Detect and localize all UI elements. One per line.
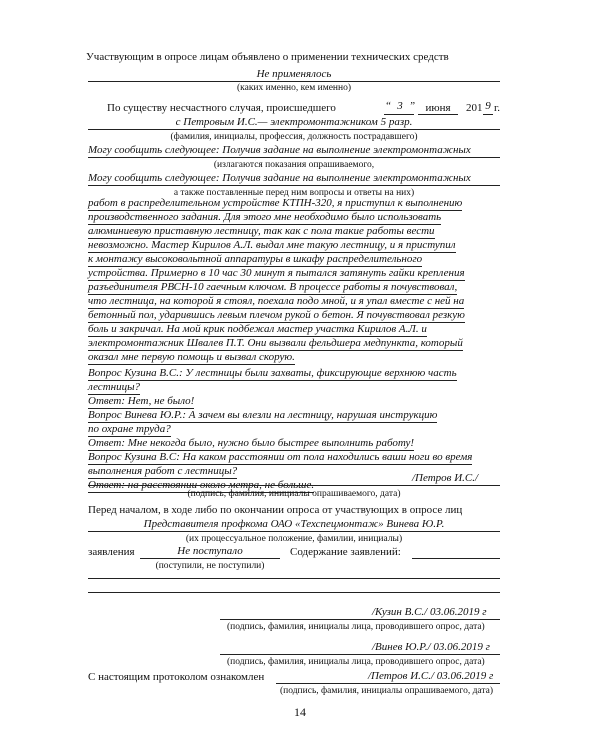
victim-line: с Петровым И.С.— электромонтажником 5 разр. <box>175 116 413 128</box>
accident-year-suffix: г. <box>494 102 501 114</box>
narrative-line-11: электромонтажник Швалев П.Т. Они вызвали фельдшера медпункта, который <box>88 337 463 349</box>
qa-line-2: лестницы? <box>88 381 141 393</box>
testimony-line-2: Могу сообщить следующее: Получив задание на выполнение электромонтажных <box>88 172 471 184</box>
qa-line-6: Ответ: Мне некогда было, нужно было быстрее выполнить работу! <box>88 437 415 449</box>
statements-label: заявления <box>88 546 135 558</box>
qa-line-8: выполнения работ с лестницы? <box>88 465 238 477</box>
narrative-line-5: к монтажу высоковольтной аппаратуры в шкафу распределительного <box>88 253 423 265</box>
victim-caption: (фамилия, инициалы, профессия, должность пострадавшего) <box>170 132 418 142</box>
testimony-line-1: Могу сообщить следующее: Получив задание на выполнение электромонтажных <box>88 144 471 156</box>
accident-day-close-quote: ” <box>409 100 416 112</box>
narrative-line-9: бетонный пол, ударившись левым плечом рукой о бетон. Я почувствовал резкую <box>88 309 465 321</box>
acknowledgement-label: С настоящим протоколом ознакомлен <box>88 671 265 683</box>
interviewer-kuzin-signature: /Кузин В.С./ 03.06.2019 г <box>372 606 487 618</box>
qa-line-4: Вопрос Винева Ю.Р.: А зачем вы влезли на лестницу, нарушая инструкцию <box>88 409 438 421</box>
interviewer-vinev-signature: /Винев Ю.Р./ 03.06.2019 г <box>372 641 490 653</box>
accident-month: июня <box>425 102 451 114</box>
accident-intro: По существу несчастного случая, происшедшего <box>107 102 336 114</box>
statements-caption: (поступили, не поступили) <box>155 561 265 571</box>
narrative-line-1: работ в распределительном устройстве КТПН-320, я приступил к выполнению <box>88 197 463 209</box>
participants-caption: (их процессуальное положение, фамилии, инициалы) <box>185 534 403 544</box>
interviewer-vinev-caption: (подпись, фамилия, инициалы лица, проводившего опрос, дата) <box>227 657 485 667</box>
narrative-line-7: разъединителя РВСН-10 гаечным ключом. В процессе работы я почувствовал, <box>88 281 458 293</box>
qa-line-3: Ответ: Нет, не было! <box>88 395 195 407</box>
qa-line-1: Вопрос Кузина В.С.: У лестницы были захваты, фиксирующие верхнюю часть <box>88 367 457 379</box>
accident-year-prefix: 201 <box>466 102 483 114</box>
participants-value: Представителя профкома ОАО «Техспецмонтаж» Винева Ю.Р. <box>143 518 445 530</box>
acknowledgement-signature: /Петров И.С./ 03.06.2019 г <box>368 670 494 682</box>
participants-line: Перед началом, в ходе либо по окончании опроса от участвующих в опросе лиц <box>88 504 463 516</box>
accident-year-digit: 9 <box>485 100 491 112</box>
narrative-line-3: алюминиевую приставную лестницу, так как с пола такие работы вести <box>88 225 435 237</box>
tech-means-caption: (каких именно, кем именно) <box>236 83 352 93</box>
statements-content-label: Содержание заявлений: <box>290 546 401 558</box>
interviewee-signature-caption: (подпись, фамилия, инициалы опрашиваемого, дата) <box>187 489 401 499</box>
interviewee-signature: /Петров И.С./ <box>412 472 479 484</box>
narrative-line-2: производственного задания. Для этого мне необходимо было использовать <box>88 211 442 223</box>
narrative-line-6: устройства. Примерно в 10 час 30 минут я пытался затянуть гайки крепления <box>88 267 465 279</box>
tech-means-line: Участвующим в опросе лицам объявлено о применении технических средств <box>86 51 449 63</box>
statements-value: Не поступало <box>177 545 243 557</box>
qa-line-9: Ответ: на расстоянии около метра, не больше. <box>88 479 315 491</box>
narrative-line-10: боль и закричал. На мой крик подбежал мастер участка Кирилов А.Л. и <box>88 323 427 335</box>
testimony-caption-2: а также поставленные перед ним вопросы и ответы на них) <box>173 188 415 198</box>
testimony-caption-1: (излагаются показания опрашиваемого, <box>213 160 375 170</box>
interviewer-kuzin-caption: (подпись, фамилия, инициалы лица, проводившего опрос, дата) <box>227 622 485 632</box>
narrative-line-4: невозможно. Мастер Кирилов А.Л. выдал мне такую лестницу, и я приступил <box>88 239 456 251</box>
qa-line-5: по охране труда? <box>88 423 171 435</box>
tech-means-value: Не применялось <box>256 68 332 80</box>
qa-line-7: Вопрос Кузина В.С: На каком расстоянии от пола находились ваши ноги во время <box>88 451 473 463</box>
acknowledgement-caption: (подпись, фамилия, инициалы опрашиваемого, дата) <box>280 686 494 696</box>
page-number: 14 <box>294 705 306 719</box>
accident-day: 3 <box>397 100 403 112</box>
narrative-line-8: что лестница, на которой я стоял, поехала подо мной, и я упал вместе с ней на <box>88 295 465 307</box>
accident-day-open-quote: “ <box>385 100 392 112</box>
narrative-line-12: оказал мне первую помощь и вызвал скорую. <box>88 351 295 363</box>
